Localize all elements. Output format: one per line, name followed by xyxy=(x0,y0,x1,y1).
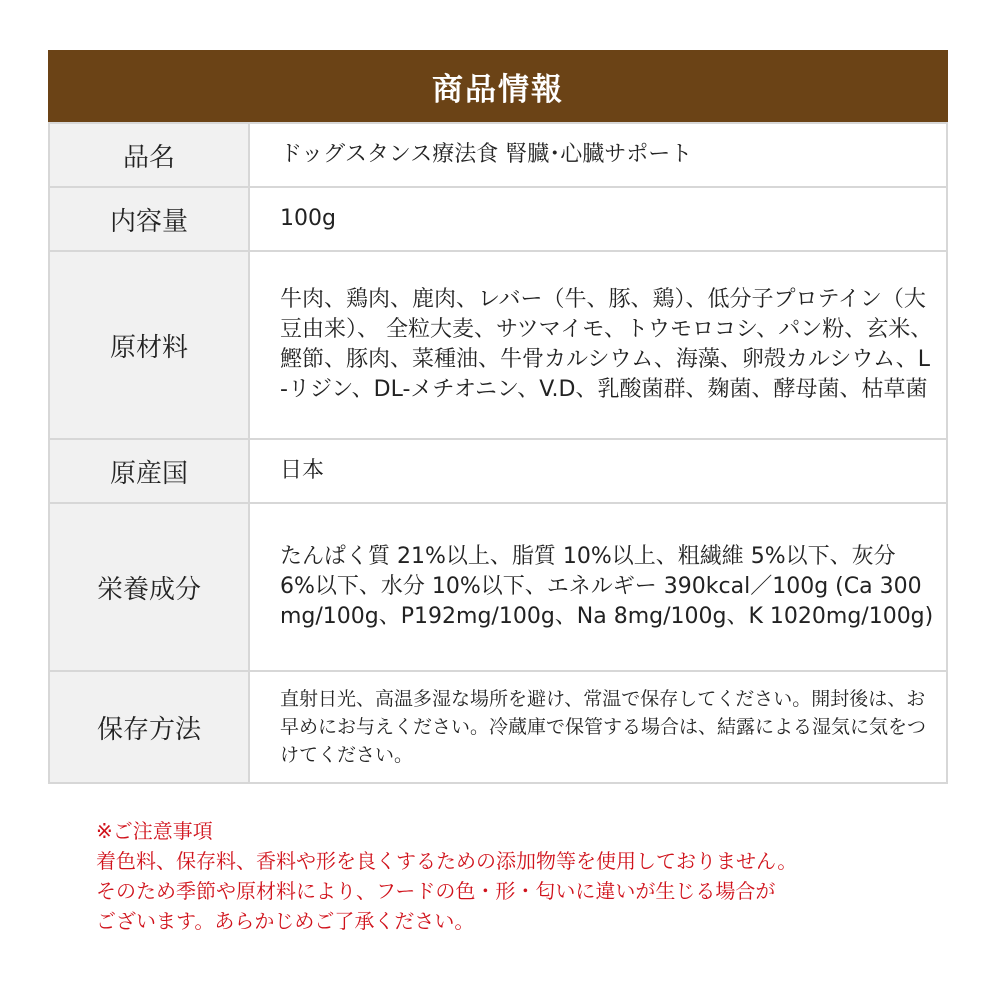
row-value: 100g xyxy=(249,187,947,251)
caution-line: ございます。あらかじめご了承ください。 xyxy=(96,909,475,933)
product-info-header xyxy=(48,50,948,122)
caution-heading: ※ご注意事項 xyxy=(96,819,213,843)
row-value: たんぱく質 21%以上、脂質 10%以上、粗繊維 5%以下、灰分 6%以下、水分 10%以下、エネルギー 390kcal／100g (Ca 300mg/100g、P192mg/100g、Na 8mg/100g、K 1020mg/100g) xyxy=(249,503,947,671)
row-value: ドッグスタンス療法食 腎臓･心臓サポート xyxy=(249,123,947,187)
table-row-origin xyxy=(49,439,947,503)
table-row-content-amount xyxy=(49,187,947,251)
row-label: 原材料 xyxy=(49,251,249,439)
row-label: 栄養成分 xyxy=(49,503,249,671)
row-label: 品名 xyxy=(49,123,249,187)
caution-notes xyxy=(96,816,956,936)
caution-line: そのため季節や原材料により、フードの色・形・匂いに違いが生じる場合が xyxy=(96,879,776,903)
header-title: 商品情報 xyxy=(432,71,564,108)
row-label: 原産国 xyxy=(49,439,249,503)
table-row-nutrition xyxy=(49,503,947,671)
table-row-ingredients xyxy=(49,251,947,439)
product-info-table xyxy=(48,122,948,784)
product-info-sheet xyxy=(48,50,948,784)
caution-line: 着色料、保存料、香料や形を良くするための添加物等を使用しておりません。 xyxy=(96,849,798,873)
row-value: 牛肉、鶏肉、鹿肉、レバー（牛、豚、鶏）、低分子プロテイン（大豆由来）、 全粒大麦、サツマイモ、トウモロコシ、パン粉、玄米、鰹節、豚肉、菜種油、牛骨カルシウム、海藻、卵殻カルシウム、L-リジン、DL-メチオニン、V.D、乳酸菌群、麹菌、酵母菌、枯草菌 xyxy=(249,251,947,439)
row-value: 日本 xyxy=(249,439,947,503)
table-row-product-name xyxy=(49,123,947,187)
table-row-storage xyxy=(49,671,947,783)
row-value: 直射日光、高温多湿な場所を避け、常温で保存してください。開封後は、お早めにお与えください。冷蔵庫で保管する場合は、結露による湿気に気をつけてください。 xyxy=(249,671,947,783)
row-label: 内容量 xyxy=(49,187,249,251)
row-label: 保存方法 xyxy=(49,671,249,783)
